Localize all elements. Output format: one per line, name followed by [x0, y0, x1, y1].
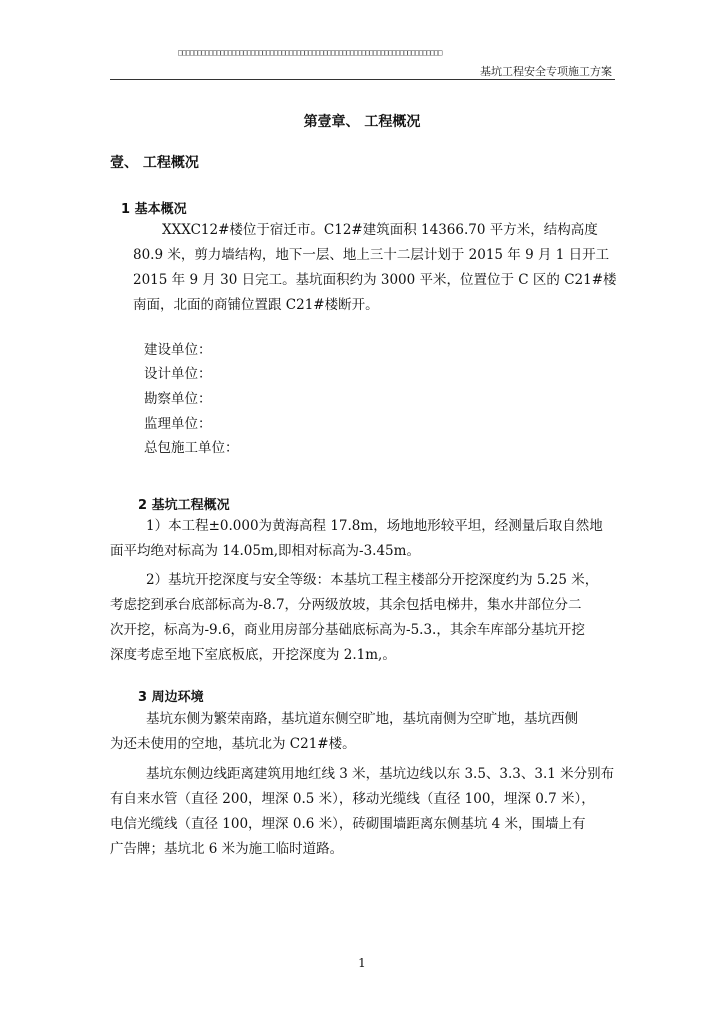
- paragraph-line: 2015 年 9 月 30 日完工。基坑面积约为 3000 平米，位置位于 C 区的 C21#楼: [133, 272, 617, 288]
- subsection-3-paragraph-1: [110, 707, 617, 757]
- paragraph-line: 2）基坑开挖深度与安全等级：本基坑工程主楼部分开挖深度约为 5.25 米，: [146, 572, 599, 588]
- paragraph-line: 为还未使用的空地，基坑北为 C21#楼。: [110, 736, 356, 752]
- subsection-2-paragraph-2: [110, 568, 617, 668]
- field-survey-unit: 勘察单位：: [144, 391, 212, 407]
- subsection-1-title: 1 基本概况: [121, 202, 187, 217]
- paragraph-line: 电信光缆线（直径 100，埋深 0.6 米），砖砌围墙距离东侧基坑 4 米，围墙上有: [110, 816, 586, 832]
- header-dots: □□□□□□□□□□□□□□□□□□□□□□□□□□□□□□□□□□□□□□□□□□□□□□□□□□□□□□□□□□□□□□□□□□□□□: [178, 48, 442, 57]
- header-title: 基坑工程安全专项施工方案: [480, 65, 612, 78]
- subsection-1-paragraph: [133, 218, 617, 318]
- chapter-title: 第壹章、 工程概况: [303, 114, 421, 130]
- paragraph-line: 次开挖，标高为-9.6，商业用房部分基础底标高为-5.3.，其余车库部分基坑开挖: [110, 622, 585, 638]
- paragraph-line: 广告牌；基坑北 6 米为施工临时道路。: [110, 841, 344, 857]
- subsection-3-title: 3 周边环境: [138, 690, 204, 705]
- paragraph-line: 1）本工程±0.000为黄海高程 17.8m，场地地形较平坦，经测量后取自然地: [146, 518, 603, 534]
- paragraph-line: 80.9 米，剪力墙结构，地下一层、地上三十二层计划于 2015 年 9 月 1 日开工: [133, 247, 610, 263]
- paragraph-line: 面平均绝对标高为 14.05m,即相对标高为-3.45m。: [110, 543, 420, 559]
- paragraph-line: 深度考虑至地下室底板底，开挖深度为 2.1m,。: [110, 647, 396, 663]
- field-supervision-unit: 监理单位：: [144, 416, 212, 432]
- section-title: 壹、 工程概况: [110, 155, 199, 171]
- paragraph-line: XXXC12#楼位于宿迁市。C12#建筑面积 14366.70 平方米，结构高度: [162, 222, 598, 238]
- subsection-2-paragraph-1: [110, 514, 617, 564]
- field-construction-unit: 建设单位：: [144, 342, 212, 358]
- paragraph-line: 基坑东侧边线距离建筑用地红线 3 米，基坑边线以东 3.5、3.3、3.1 米分别布: [146, 766, 615, 782]
- subsection-3-paragraph-2: [110, 762, 617, 862]
- paragraph-line: 基坑东侧为繁荣南路，基坑道东侧空旷地，基坑南侧为空旷地，基坑西侧: [146, 711, 578, 727]
- paragraph-line: 有自来水管（直径 200，埋深 0.5 米），移动光缆线（直径 100，埋深 0.7 米），: [110, 791, 595, 807]
- page-number: 1: [358, 956, 366, 970]
- subsection-2-title: 2 基坑工程概况: [138, 498, 230, 513]
- field-design-unit: 设计单位：: [144, 366, 212, 382]
- paragraph-line: 南面，北面的商铺位置跟 C21#楼断开。: [133, 297, 379, 313]
- header-rule: [110, 79, 615, 80]
- paragraph-line: 考虑挖到承台底部标高为-8.7，分两级放坡，其余包括电梯井，集水井部位分二: [110, 597, 582, 613]
- field-general-contractor: 总包施工单位：: [144, 440, 239, 456]
